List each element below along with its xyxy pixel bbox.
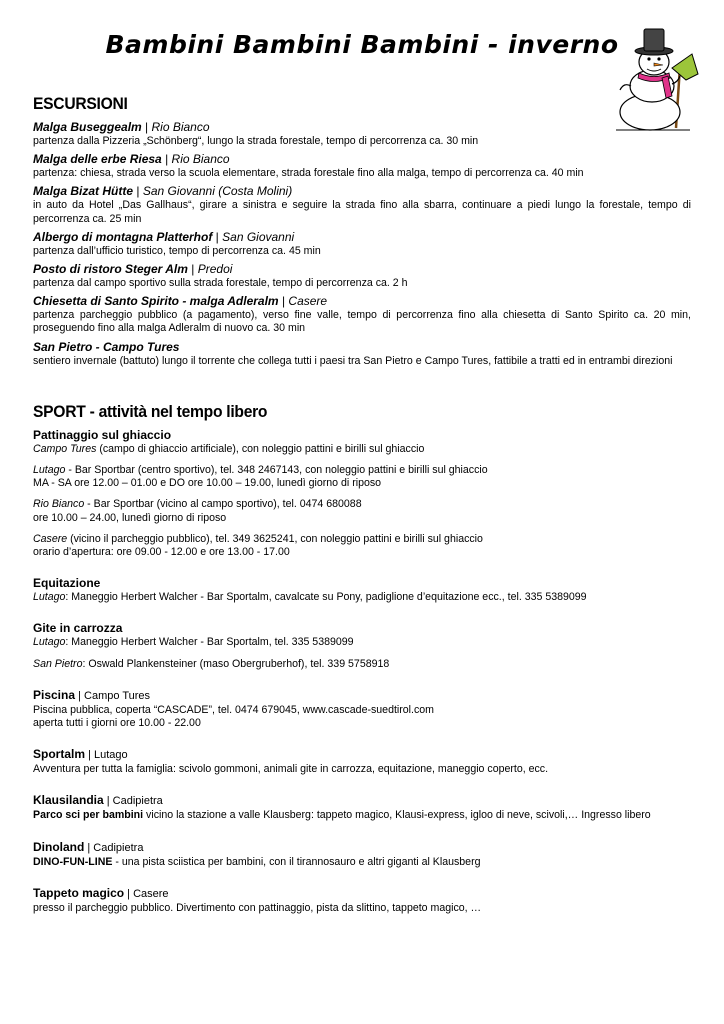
sport-text: : Maneggio Herbert Walcher - Bar Sportalm, tel. 335 5389099 bbox=[65, 636, 354, 649]
sport-text: MA - SA ore 12.00 – 01.00 e DO ore 10.00 – 19.00, lunedì giorno di riposo bbox=[33, 477, 382, 490]
excursion-description: partenza parcheggio pubblico (a pagamento), verso fine valle, tempo di percorrenza fino alla chiesetta di Santo Spirito ca. 20 min, proseguendo fino alla malga Adleralm di nuovo ca. 30 min bbox=[33, 309, 691, 335]
place: San Pietro bbox=[33, 657, 83, 670]
sport-text: - una pista sciistica per bambini, con il tirannosauro e altri giganti al Klausberg bbox=[112, 855, 481, 868]
place: Lutago bbox=[33, 464, 66, 477]
separator: | bbox=[187, 262, 198, 277]
place: Rio Bianco bbox=[33, 498, 85, 511]
sport-text: Piscina pubblica, coperta “CASCADE”, tel. 0474 679045, www.cascade-suedtirol.com bbox=[33, 703, 434, 716]
sport-text: aperta tutti i giorni ore 10.00 - 22.00 bbox=[33, 717, 201, 730]
place: Lutago bbox=[33, 591, 66, 604]
sport-title: Piscina bbox=[33, 687, 76, 702]
section-heading-escursioni: ESCURSIONI bbox=[33, 94, 128, 113]
excursion-name: Chiesetta di Santo Spirito - malga Adleralm bbox=[33, 294, 279, 309]
excursion-description: in auto da Hotel „Das Gallhaus“, girare a sinistra e seguire la strada fino alla sbarra, continuare a piedi lungo la forestale, tempo di percorrenza ca. 25 min bbox=[33, 199, 691, 225]
excursion-place: Predoi bbox=[197, 262, 233, 277]
sport-text: - Bar Sportbar (centro sportivo), tel. 348 2467143, con noleggio pattini e birilli sul ghiaccio bbox=[65, 464, 488, 477]
excursion-list bbox=[33, 120, 691, 368]
excursion-description: partenza: chiesa, strada verso la scuola elementare, strada forestale fino alla malga, tempo di percorrenza ca. 40 min bbox=[33, 167, 584, 180]
excursion-item bbox=[33, 294, 691, 335]
excursion-place: Casere bbox=[288, 294, 328, 309]
sport-pattinaggio bbox=[33, 428, 691, 559]
excursion-name: Malga delle erbe Riesa bbox=[33, 152, 162, 167]
sport-location: | Cadipietra bbox=[84, 841, 144, 854]
excursion-name: Posto di ristoro Steger Alm bbox=[33, 262, 188, 277]
place: Casere bbox=[33, 532, 68, 545]
sport-dinoland bbox=[33, 840, 691, 869]
section-heading-sport: SPORT - attività nel tempo libero bbox=[33, 401, 268, 421]
sport-piscina bbox=[33, 688, 691, 730]
excursion-description: sentiero invernale (battuto) lungo il torrente che collega tutti i paesi tra San Pietro e Campo Tures, fattibile a tratti ed in entrambi direzioni bbox=[33, 354, 673, 367]
separator: | bbox=[133, 184, 143, 199]
sport-text: vicino la stazione a valle Klausberg: tappeto magico, Klausi-express, igloo di neve, scivoli,… Ingresso libero bbox=[143, 809, 651, 822]
sport-sportalm bbox=[33, 747, 691, 776]
excursion-description: partenza dal campo sportivo sulla strada forestale, tempo di percorrenza ca. 2 h bbox=[33, 277, 408, 290]
excursion-name: Malga Bizat Hütte bbox=[33, 184, 134, 199]
sport-tappeto-magico bbox=[33, 886, 691, 915]
excursion-item bbox=[33, 340, 691, 368]
page-title: Bambini Bambini Bambini - inverno bbox=[105, 30, 619, 59]
sport-klausilandia bbox=[33, 793, 691, 822]
sport-text: : Oswald Plankensteiner (maso Obergruberhof), tel. 339 5758918 bbox=[82, 657, 390, 670]
main-content bbox=[33, 94, 691, 915]
excursion-place: San Giovanni (Costa Molini) bbox=[142, 184, 293, 199]
sport-location: | Lutago bbox=[85, 749, 128, 762]
sport-text: : Maneggio Herbert Walcher - Bar Sportalm, cavalcate su Pony, padiglione d’equitazione ecc., tel. 335 5389099 bbox=[65, 591, 587, 604]
sport-title: Klausilandia bbox=[33, 793, 104, 808]
sport-text: ore 10.00 – 24.00, lunedì giorno di riposo bbox=[33, 511, 227, 524]
separator: | bbox=[278, 294, 289, 309]
excursion-place: San Giovanni bbox=[222, 229, 295, 244]
excursion-name: San Pietro - Campo Tures bbox=[33, 339, 180, 354]
excursion-item bbox=[33, 120, 691, 148]
separator: | bbox=[212, 229, 223, 244]
excursion-name: Albergo di montagna Platterhof bbox=[33, 229, 213, 244]
sport-title: Dinoland bbox=[33, 839, 85, 854]
sport-gite-carrozza bbox=[33, 621, 691, 670]
excursion-item bbox=[33, 152, 691, 180]
sport-title: Sportalm bbox=[33, 747, 86, 762]
sport-location: | Campo Tures bbox=[75, 689, 151, 702]
excursion-description: partenza dall’ufficio turistico, tempo di percorrenza ca. 45 min bbox=[33, 244, 321, 257]
separator: | bbox=[161, 152, 172, 167]
sport-text: - Bar Sportbar (vicino al campo sportivo), tel. 0474 680088 bbox=[84, 498, 362, 511]
excursion-item bbox=[33, 184, 691, 225]
sport-title: Tappeto magico bbox=[33, 885, 125, 900]
highlight-text: DINO-FUN-LINE bbox=[33, 855, 113, 868]
sport-text: orario d’apertura: ore 09.00 - 12.00 e ore 13.00 - 17.00 bbox=[33, 546, 290, 559]
sport-title: Equitazione bbox=[33, 576, 101, 591]
sport-text: (campo di ghiaccio artificiale), con noleggio pattini e birilli sul ghiaccio bbox=[96, 442, 425, 455]
sport-equitazione bbox=[33, 576, 691, 604]
excursion-place: Rio Bianco bbox=[171, 152, 230, 167]
excursion-name: Malga Buseggealm bbox=[33, 120, 142, 134]
separator: | bbox=[141, 120, 152, 134]
sport-text: (vicino il parcheggio pubblico), tel. 349 3625241, con noleggio pattini e birilli sul ghiaccio bbox=[67, 532, 483, 545]
sport-text: presso il parcheggio pubblico. Divertimento con pattinaggio, pista da slittino, tappeto magico, … bbox=[33, 901, 482, 914]
highlight-text: Parco sci per bambini bbox=[33, 809, 144, 822]
sport-title: Pattinaggio sul ghiaccio bbox=[33, 427, 172, 442]
sport-location: | Cadipietra bbox=[103, 795, 163, 808]
excursion-place: Rio Bianco bbox=[151, 120, 210, 134]
excursion-item bbox=[33, 262, 691, 290]
sport-text: Avventura per tutta la famiglia: scivolo gommoni, animali gite in carrozza, equitazione, maneggio coperto, ecc. bbox=[33, 763, 549, 776]
sport-title: Gite in carrozza bbox=[33, 621, 123, 636]
sport-location: | Casere bbox=[124, 887, 169, 900]
excursion-item bbox=[33, 230, 691, 258]
place: Lutago bbox=[33, 636, 66, 649]
excursion-description: partenza dalla Pizzeria „Schönberg“, lungo la strada forestale, tempo di percorrenza ca. 30 min bbox=[33, 135, 479, 147]
place: Campo Tures bbox=[33, 442, 97, 455]
